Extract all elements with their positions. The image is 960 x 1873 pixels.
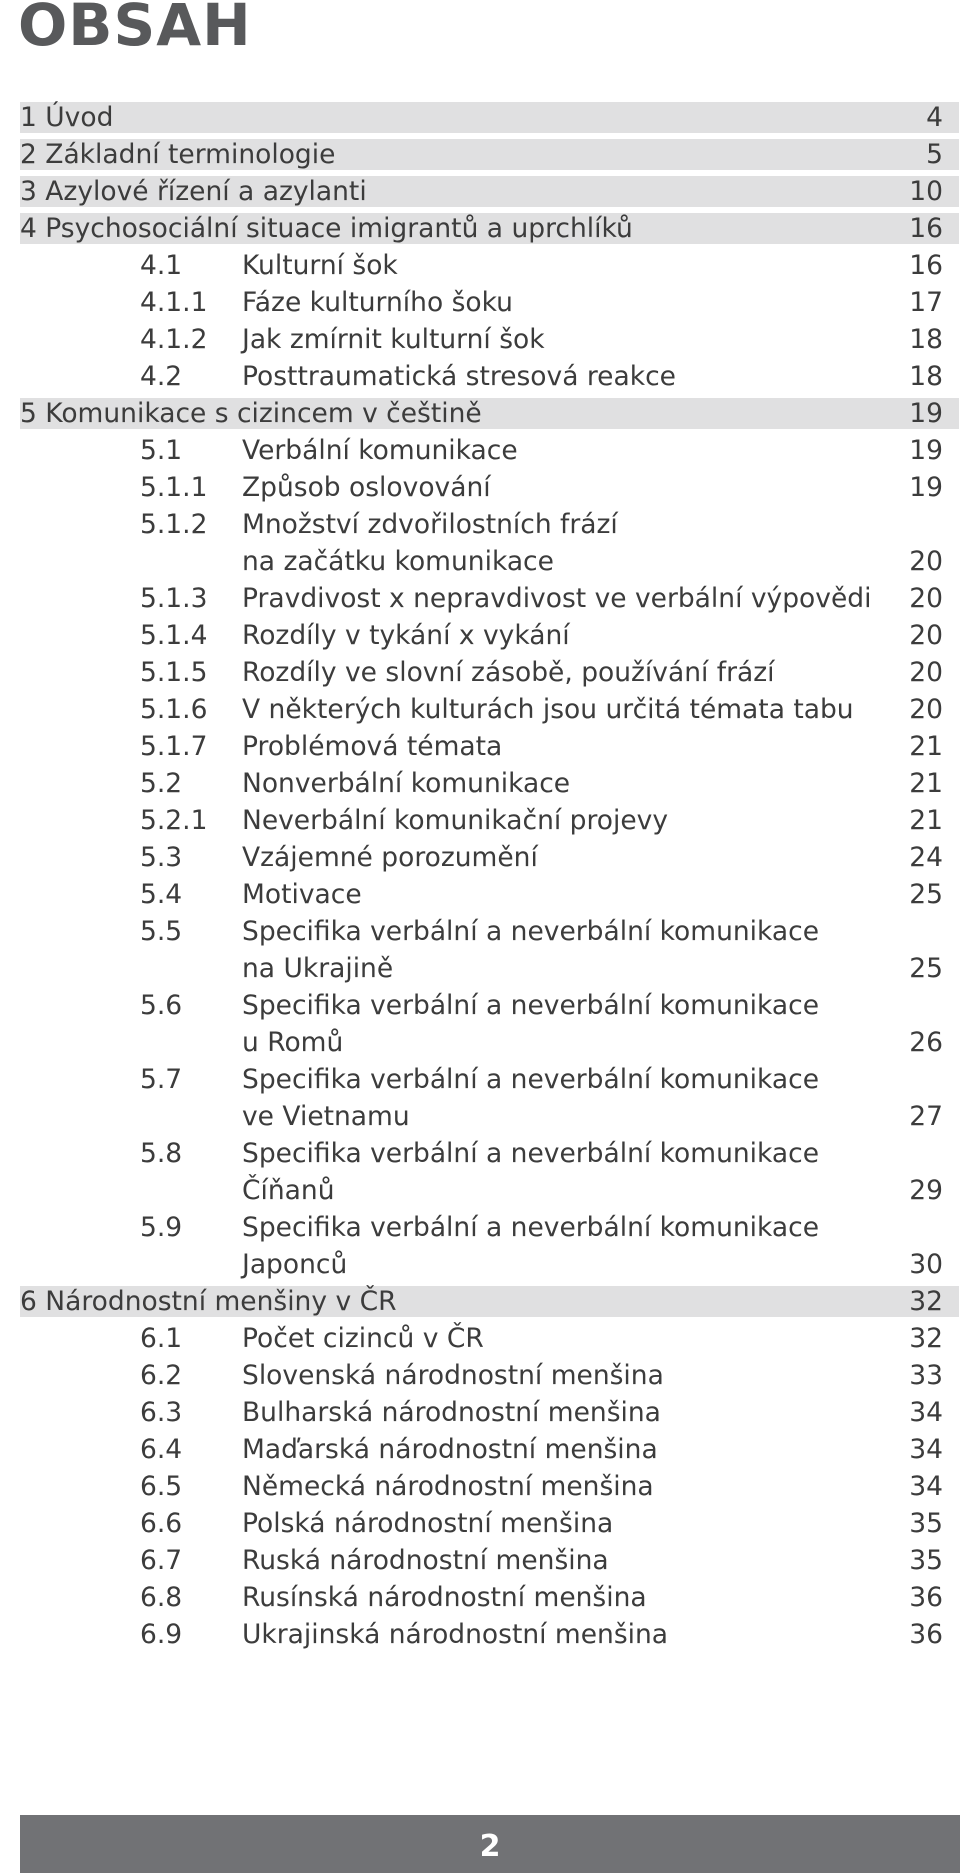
toc-page-number: 33	[909, 1360, 943, 1391]
toc-page-number: 5	[926, 139, 943, 170]
toc-page-number: 18	[909, 324, 943, 355]
toc-page-number: 36	[909, 1582, 943, 1613]
toc-section-title: Nonverbální komunikace	[242, 768, 571, 799]
toc-chapter-title: 1 Úvod	[20, 102, 114, 133]
toc-chapter-title: 2 Základní terminologie	[20, 139, 336, 170]
toc-section-title: Německá národnostní menšina	[242, 1471, 654, 1502]
toc-section-row[interactable]	[0, 765, 960, 802]
toc-page-number: 34	[909, 1397, 943, 1428]
toc-chapter-row[interactable]	[0, 210, 960, 247]
toc-section-title: Specifika verbální a neverbální komunikace na Ukrajině	[242, 916, 820, 984]
chapter-highlight	[20, 102, 959, 133]
toc-page-number: 16	[909, 213, 943, 244]
toc-page-number: 19	[909, 472, 943, 503]
toc-section-title: Posttraumatická stresová reakce	[242, 361, 676, 392]
toc-section-row[interactable]	[0, 1320, 960, 1357]
toc-section-number: 6.3	[140, 1397, 183, 1428]
toc-section-title: Způsob oslovování	[242, 472, 491, 503]
toc-section-title: Specifika verbální a neverbální komunikace Japonců	[242, 1212, 820, 1280]
toc-section-row[interactable]	[0, 580, 960, 617]
toc-section-row[interactable]	[0, 1468, 960, 1505]
toc-page-number: 35	[909, 1545, 943, 1576]
toc-section-title: Kulturní šok	[242, 250, 398, 281]
toc-page-number: 4	[926, 102, 943, 133]
toc-section-number: 4.2	[140, 361, 183, 392]
toc-page-number: 24	[909, 842, 943, 873]
toc-section-number: 6.7	[140, 1545, 183, 1576]
toc-section-title: Bulharská národnostní menšina	[242, 1397, 661, 1428]
toc-section-number: 4.1.1	[140, 287, 208, 318]
toc-section-row[interactable]	[0, 913, 960, 987]
toc-chapter-row[interactable]	[0, 136, 960, 173]
toc-page-number: 25	[909, 953, 943, 984]
toc-section-title: Maďarská národnostní menšina	[242, 1434, 658, 1465]
toc-page-number: 27	[909, 1101, 943, 1132]
toc-section-number: 5.1.6	[140, 694, 208, 725]
toc-page-number: 10	[909, 176, 943, 207]
toc-page-number: 36	[909, 1619, 943, 1650]
toc-section-number: 6.8	[140, 1582, 183, 1613]
toc-section-title: Rozdíly ve slovní zásobě, používání frází	[242, 657, 775, 688]
toc-section-title: Množství zdvořilostních frází na začátku komunikace	[242, 509, 618, 577]
toc-section-row[interactable]	[0, 1431, 960, 1468]
toc-section-title: Rozdíly v tykání x vykání	[242, 620, 570, 651]
toc-section-number: 5.3	[140, 842, 183, 873]
toc-section-title: Verbální komunikace	[242, 435, 518, 466]
toc-section-number: 5.1.2	[140, 509, 208, 540]
toc-section-number: 6.9	[140, 1619, 183, 1650]
toc-section-row[interactable]	[0, 1135, 960, 1209]
toc-section-number: 6.5	[140, 1471, 183, 1502]
toc-section-number: 5.9	[140, 1212, 183, 1243]
toc-section-row[interactable]	[0, 1579, 960, 1616]
toc-section-title: Vzájemné porozumění	[242, 842, 538, 873]
toc-section-number: 5.6	[140, 990, 183, 1021]
toc-page-number: 29	[909, 1175, 943, 1206]
toc-section-row[interactable]	[0, 1357, 960, 1394]
toc-page-number: 25	[909, 879, 943, 910]
toc-section-number: 5.8	[140, 1138, 183, 1169]
toc-section-row[interactable]	[0, 691, 960, 728]
toc-section-row[interactable]	[0, 506, 960, 580]
toc-section-number: 5.1.5	[140, 657, 208, 688]
toc-section-row[interactable]	[0, 1505, 960, 1542]
toc-section-number: 5.1.1	[140, 472, 208, 503]
toc-section-number: 5.1	[140, 435, 183, 466]
toc-chapter-title: 5 Komunikace s cizincem v češtině	[20, 398, 482, 429]
toc-page-number: 20	[909, 583, 943, 614]
toc-chapter-title: 6 Národnostní menšiny v ČR	[20, 1286, 397, 1317]
toc-section-number: 6.2	[140, 1360, 183, 1391]
toc-page-number: 21	[909, 731, 943, 762]
toc-page-number: 20	[909, 694, 943, 725]
toc-chapter-row[interactable]	[0, 395, 960, 432]
toc-section-row[interactable]	[0, 1209, 960, 1283]
toc-page-number: 34	[909, 1471, 943, 1502]
toc-page-number: 35	[909, 1508, 943, 1539]
toc-section-number: 4.1	[140, 250, 183, 281]
toc-section-title: Jak zmírnit kulturní šok	[242, 324, 545, 355]
toc-chapter-title: 4 Psychosociální situace imigrantů a uprchlíků	[20, 213, 633, 244]
toc-section-row[interactable]	[0, 839, 960, 876]
toc-section-row[interactable]	[0, 987, 960, 1061]
toc-chapter-row[interactable]	[0, 173, 960, 210]
toc-page-number: 21	[909, 805, 943, 836]
page-title: OBSAH	[18, 0, 252, 59]
toc-chapter-row[interactable]	[0, 99, 960, 136]
toc-section-row[interactable]	[0, 802, 960, 839]
toc-section-row[interactable]	[0, 654, 960, 691]
toc-section-number: 5.1.3	[140, 583, 208, 614]
toc-section-row[interactable]	[0, 1542, 960, 1579]
toc-section-title: Problémová témata	[242, 731, 503, 762]
footer-bar	[20, 1815, 960, 1873]
toc-page-number: 17	[909, 287, 943, 318]
toc-section-row[interactable]	[0, 247, 960, 284]
toc-section-row[interactable]	[0, 1616, 960, 1653]
toc-page-number: 30	[909, 1249, 943, 1280]
toc-section-number: 5.5	[140, 916, 183, 947]
toc-section-row[interactable]	[0, 876, 960, 913]
toc-section-row[interactable]	[0, 617, 960, 654]
toc-section-title: Počet cizinců v ČR	[242, 1323, 484, 1354]
toc-section-number: 5.4	[140, 879, 183, 910]
toc-section-row[interactable]	[0, 1061, 960, 1135]
toc-page-number: 19	[909, 398, 943, 429]
toc-section-number: 5.1.7	[140, 731, 208, 762]
toc-section-row[interactable]	[0, 358, 960, 395]
toc-section-title: Neverbální komunikační projevy	[242, 805, 669, 836]
toc-page-number: 16	[909, 250, 943, 281]
toc-section-title: Slovenská národnostní menšina	[242, 1360, 664, 1391]
toc-section-number: 4.1.2	[140, 324, 208, 355]
toc-page-number: 21	[909, 768, 943, 799]
toc-section-title: Pravdivost x nepravdivost ve verbální výpovědi	[242, 583, 872, 614]
toc-page-number: 34	[909, 1434, 943, 1465]
toc-chapter-title: 3 Azylové řízení a azylanti	[20, 176, 367, 207]
toc-section-number: 5.2.1	[140, 805, 208, 836]
toc-section-row[interactable]	[0, 469, 960, 506]
toc-page-number: 19	[909, 435, 943, 466]
toc-section-title: Specifika verbální a neverbální komunikace Číňanů	[242, 1138, 820, 1206]
table-of-contents	[0, 99, 960, 1653]
toc-section-title: Polská národnostní menšina	[242, 1508, 614, 1539]
toc-page-number: 20	[909, 620, 943, 651]
toc-section-row[interactable]	[0, 728, 960, 765]
toc-section-row[interactable]	[0, 321, 960, 358]
toc-page-number: 20	[909, 546, 943, 577]
toc-section-title: V některých kulturách jsou určitá témata tabu	[242, 694, 854, 725]
toc-section-title: Ruská národnostní menšina	[242, 1545, 609, 1576]
toc-section-number: 5.7	[140, 1064, 183, 1095]
toc-section-number: 5.1.4	[140, 620, 208, 651]
toc-page-number: 26	[909, 1027, 943, 1058]
toc-section-row[interactable]	[0, 432, 960, 469]
toc-page-number: 18	[909, 361, 943, 392]
footer-page-number: 2	[479, 1829, 501, 1864]
toc-section-title: Rusínská národnostní menšina	[242, 1582, 647, 1613]
toc-section-title: Fáze kulturního šoku	[242, 287, 513, 318]
toc-section-number: 5.2	[140, 768, 183, 799]
toc-page-number: 32	[909, 1323, 943, 1354]
toc-section-row[interactable]	[0, 1394, 960, 1431]
toc-section-row[interactable]	[0, 284, 960, 321]
toc-section-number: 6.1	[140, 1323, 183, 1354]
toc-page-number: 32	[909, 1286, 943, 1317]
toc-page-number: 20	[909, 657, 943, 688]
toc-section-number: 6.4	[140, 1434, 183, 1465]
toc-section-title: Ukrajinská národnostní menšina	[242, 1619, 669, 1650]
toc-section-number: 6.6	[140, 1508, 183, 1539]
toc-section-title: Specifika verbální a neverbální komunikace ve Vietnamu	[242, 1064, 820, 1132]
toc-section-title: Motivace	[242, 879, 362, 910]
toc-chapter-row[interactable]	[0, 1283, 960, 1320]
toc-section-title: Specifika verbální a neverbální komunikace u Romů	[242, 990, 820, 1058]
